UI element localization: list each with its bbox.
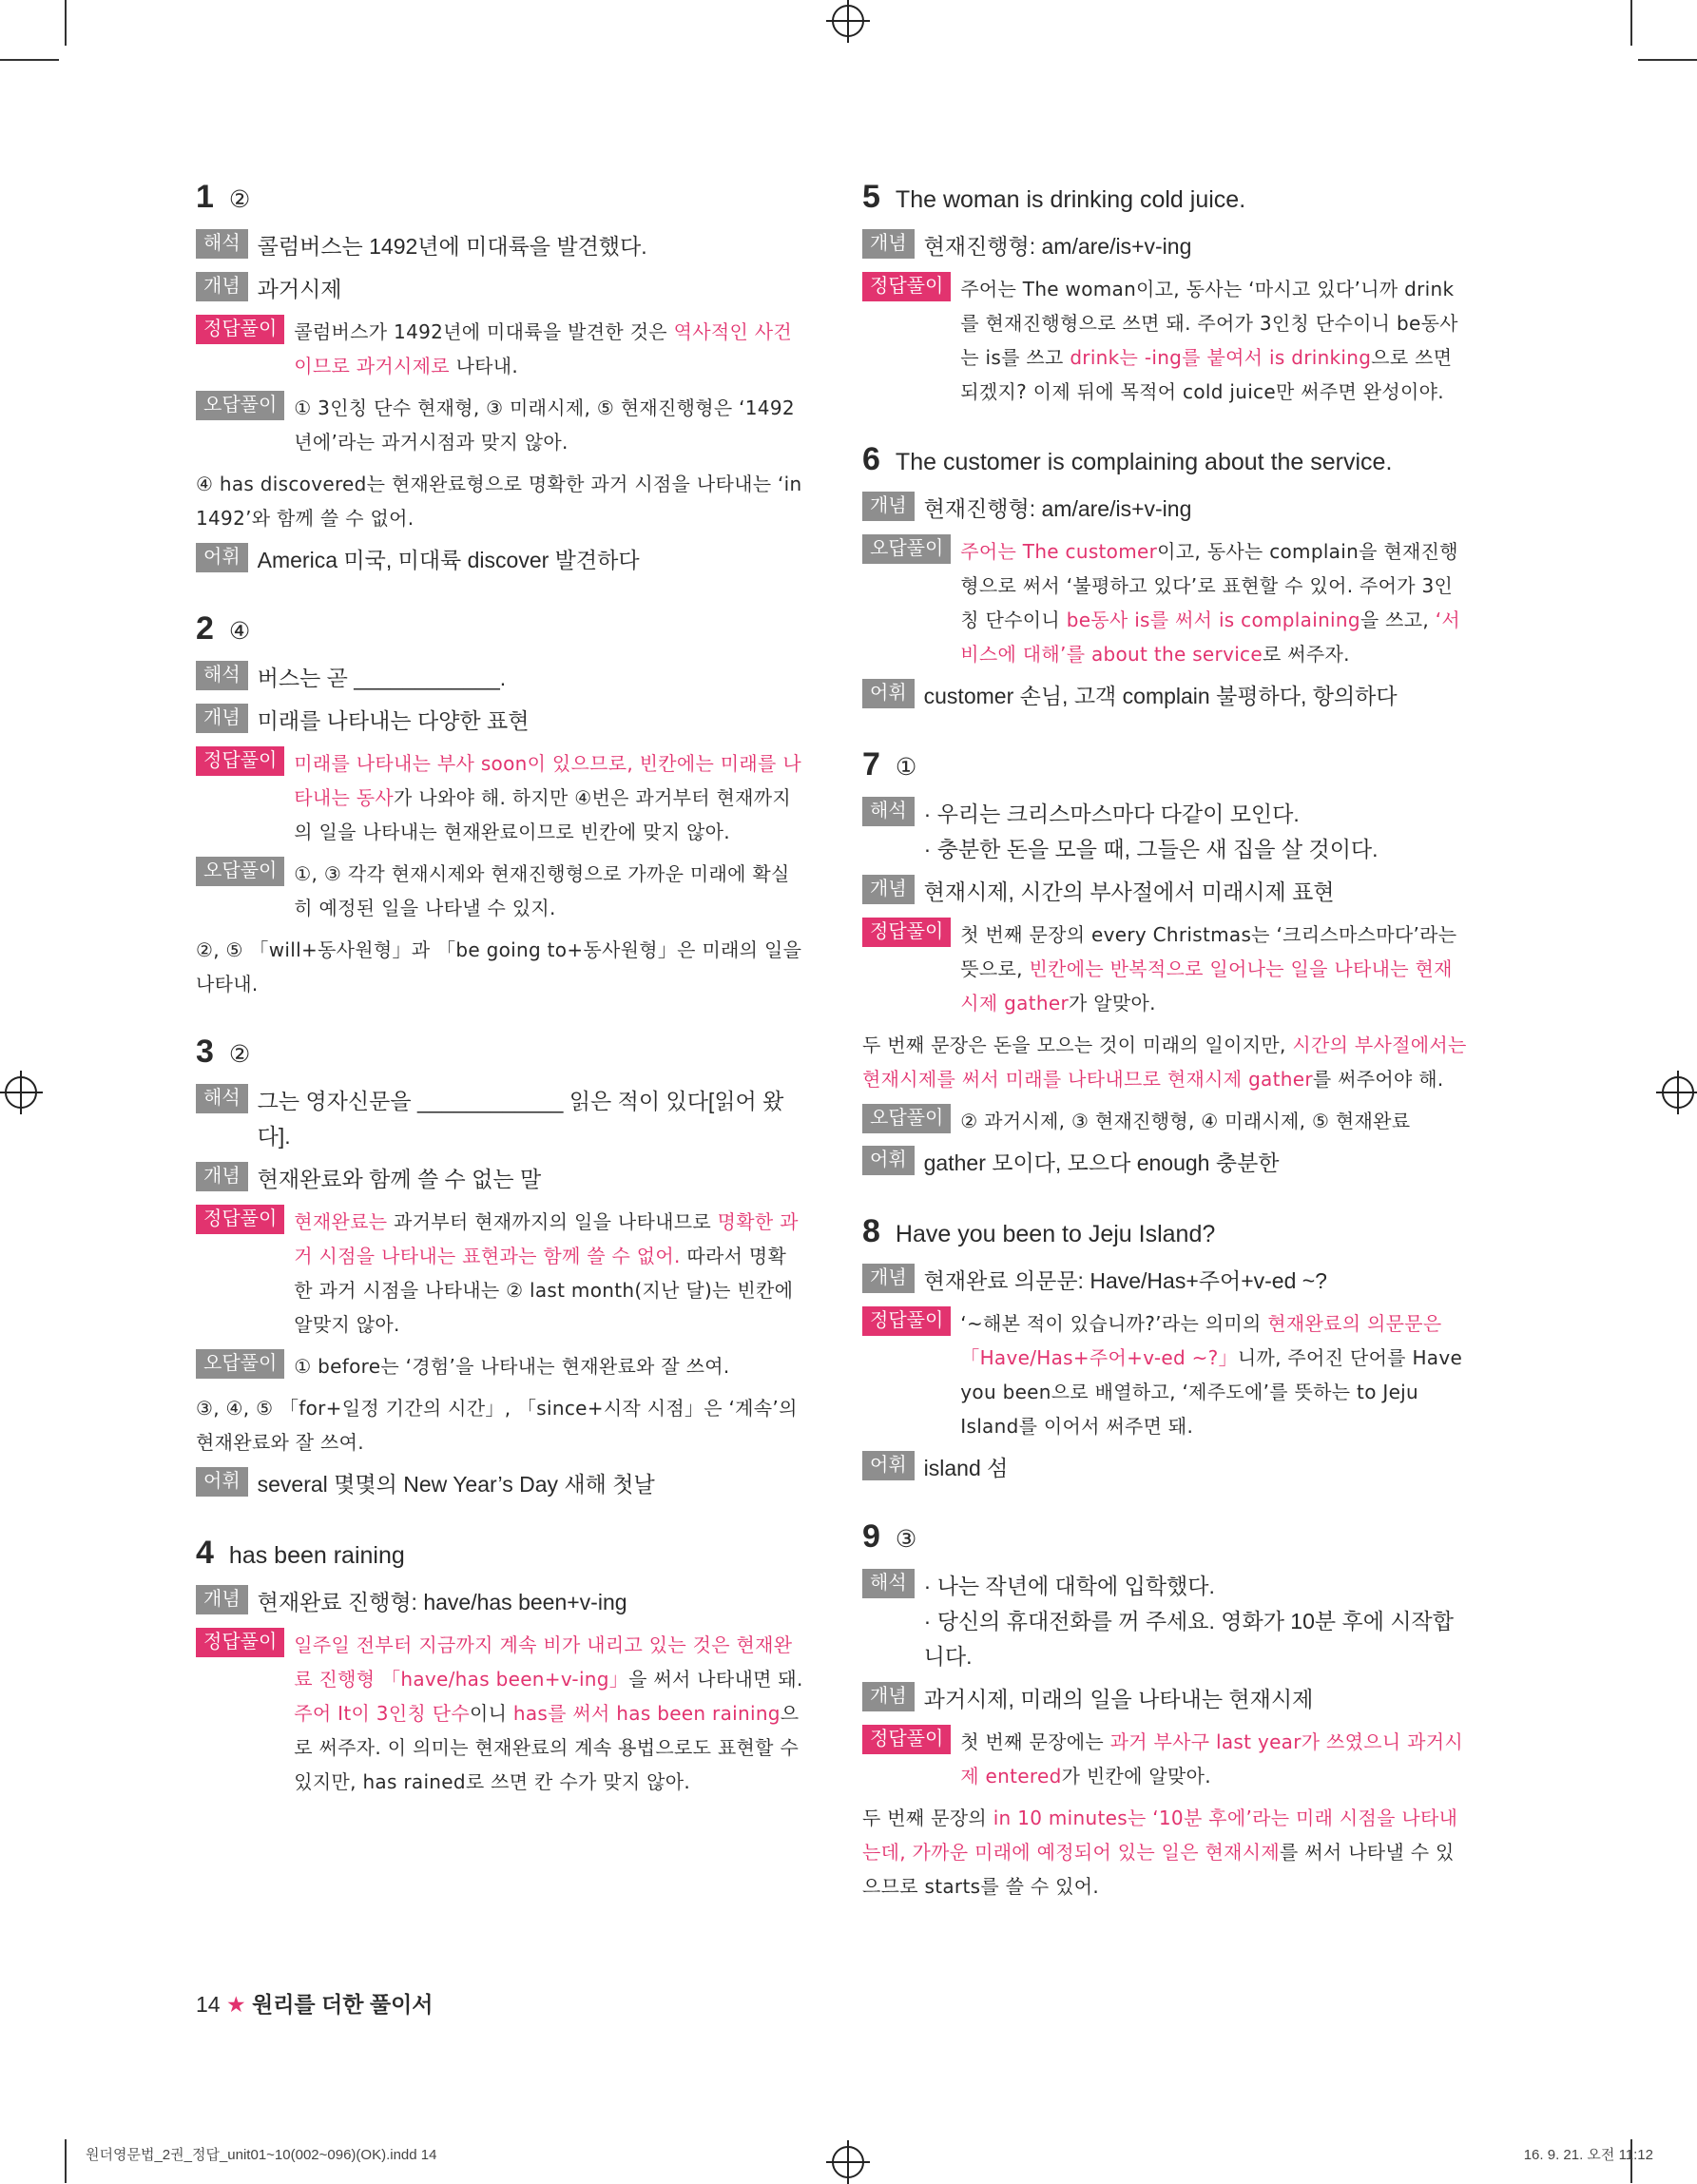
body-text: 가 빈칸에 알맞아. [1061, 1765, 1211, 1788]
print-slug-date: 16. 9. 21. 오전 11:12 [1523, 2147, 1653, 2163]
body-text: 으로 쓰면 되겠지? 이제 뒤에 목적어 cold juice만 써주면 완성이야. [960, 346, 1453, 403]
explanation-row [862, 1451, 1471, 1486]
row-text: 그는 영자신문을 ____________ 읽은 적이 있다[읽어 왔다]. [257, 1089, 784, 1149]
row-text: 과거시제, 미래의 일을 나타내는 현재시제 [923, 1687, 1314, 1711]
body-text: 주어는 The woman이고, 동사는 ‘마시고 있다’니까 drink를 현재진행형으로 쓰면 돼. 주어가 3인칭 단수이니 be동사는 is를 쓰고 [960, 278, 1458, 369]
label-tag: 해석 [196, 229, 248, 259]
explanation-row [862, 1264, 1471, 1299]
explanation-row [196, 272, 804, 307]
body-text: 를 써서 나타낼 수 있으므로 starts를 쓸 수 있어. [862, 1841, 1455, 1898]
row-text: customer 손님, 고객 complain 불평하다, 항의하다 [923, 684, 1398, 708]
explanation-row [196, 229, 804, 264]
explanation-row [862, 1104, 1471, 1138]
label-tag: 개념 [196, 1585, 248, 1614]
row-text [294, 391, 804, 459]
label-tag: 어휘 [196, 543, 248, 572]
question-header [196, 610, 804, 647]
body-text: 나타내. [449, 355, 519, 377]
label-tag: 개념 [196, 272, 248, 301]
explanation-row [196, 1349, 804, 1383]
label-tag: 개념 [862, 492, 915, 521]
explanation-row [862, 918, 1471, 1020]
label-tag: 정답풀이 [862, 272, 951, 301]
label-tag: 오답풀이 [862, 534, 951, 564]
explanation-row [862, 534, 1471, 671]
explanation-row [196, 746, 804, 849]
question-6 [862, 441, 1471, 714]
highlight-text: 역사적인 사건이므로 과거시제로 [294, 320, 792, 377]
label-tag: 오답풀이 [196, 1349, 284, 1379]
label-tag: 오답풀이 [196, 391, 284, 420]
question-header [196, 179, 804, 216]
highlight-text: 빈칸에는 반복적으로 일어나는 일을 나타내는 현재시제 gather [960, 957, 1453, 1015]
row-text [294, 857, 804, 925]
row-text: America 미국, 미대륙 discover 발견하다 [257, 548, 640, 572]
label-tag: 어휘 [862, 1146, 915, 1175]
explanation-row [862, 272, 1471, 409]
crop-mark [1630, 0, 1632, 46]
label-tag: 해석 [196, 1084, 248, 1113]
question-header [862, 746, 1471, 783]
label-tag: 정답풀이 [862, 918, 951, 947]
row-text [294, 1628, 804, 1799]
row-text: 현재완료 진행형: have/has been+v-ing [257, 1590, 627, 1614]
explanation-row [862, 229, 1471, 264]
label-tag: 정답풀이 [862, 1306, 951, 1336]
question-number: 1 [196, 179, 214, 215]
label-tag: 개념 [862, 1682, 915, 1711]
label-tag: 해석 [862, 797, 915, 826]
question-answer: ③ [895, 1526, 917, 1553]
explanation-row [862, 797, 1471, 867]
body-text: 가 나와야 해. 하지만 ④번은 과거부터 현재까지의 일을 나타내는 현재완료이므로 빈칸에 맞지 않아. [294, 786, 792, 843]
question-number: 5 [862, 179, 880, 215]
label-tag: 어휘 [196, 1467, 248, 1497]
highlight-text: 미래를 나타내는 부사 soon이 있으므로, 빈칸에는 미래를 나타내는 동사 [294, 752, 801, 809]
row-text [960, 918, 1471, 1020]
highlight-text: 주어 It이 3인칭 단수 [294, 1702, 470, 1725]
question-number: 4 [196, 1535, 214, 1571]
row-text [960, 272, 1471, 409]
question-2 [196, 610, 804, 1001]
body-text: 첫 번째 문장의 every Christmas는 ‘크리스마스마다’라는 뜻으로, [960, 923, 1457, 980]
label-tag: 오답풀이 [196, 857, 284, 886]
highlight-text: ‘서비스에 대해’를 about the service [960, 609, 1460, 666]
highlight-text: 현재완료는 [294, 1210, 388, 1233]
body-text: 니까, 주어진 단어를 Have you been으로 배열하고, ‘제주도에’를 뜻하는 to Jeju Island를 이어서 써주면 돼. [960, 1346, 1463, 1438]
row-text: island 섬 [923, 1456, 1009, 1480]
explanation-row [196, 1628, 804, 1799]
question-answer: Have you been to Jeju Island? [895, 1221, 1216, 1247]
row-text: 현재시제, 시간의 부사절에서 미래시제 표현 [923, 879, 1335, 904]
row-text: 과거시제 [257, 277, 342, 301]
label-tag: 개념 [862, 229, 915, 259]
question-1 [196, 179, 804, 578]
highlight-text: 현재완료의 의문문은 「Have/Has+주어+v-ed ~?」 [960, 1312, 1442, 1369]
highlight-text: drink는 -ing를 붙여서 is drinking [1070, 346, 1372, 369]
body-text: 가 알맞아. [1068, 992, 1156, 1015]
label-tag: 어휘 [862, 1451, 915, 1480]
row-text: 미래를 나타내는 다양한 표현 [257, 708, 530, 733]
question-number: 7 [862, 746, 880, 783]
question-number: 3 [196, 1034, 214, 1070]
label-tag: 정답풀이 [196, 315, 284, 344]
explanation-row [196, 661, 804, 696]
explanation-row [196, 1205, 804, 1342]
body-text: 콜럼버스가 1492년에 미대륙을 발견한 것은 [294, 320, 674, 343]
page-footer [196, 1987, 434, 2019]
bullet-line: · 당신의 휴대전화를 꺼 주세요. 영화가 10분 후에 시작합니다. [923, 1609, 1454, 1669]
bullet-line: · 우리는 크리스마스마다 다같이 모인다. [923, 802, 1300, 826]
extra-paragraph: ④ has discovered는 현재완료형으로 명확한 과거 시점을 나타내는 ‘in 1492’와 함께 쓸 수 없어. [196, 473, 802, 530]
explanation-row [862, 875, 1471, 910]
row-text [294, 315, 804, 383]
body-text: 두 번째 문장의 [862, 1807, 993, 1829]
row-text [960, 1306, 1471, 1443]
highlight-text: 시간의 부사절에서는 현재시제를 써서 미래를 나타내므로 현재시제 gather [862, 1034, 1467, 1091]
row-text [294, 746, 804, 849]
question-9 [862, 1518, 1471, 1904]
row-text: 콜럼버스는 1492년에 미대륙을 발견했다. [257, 234, 647, 259]
crop-mark [65, 2139, 67, 2183]
label-tag: 정답풀이 [196, 1628, 284, 1657]
question-4 [196, 1535, 804, 1799]
label-tag: 개념 [862, 1264, 915, 1293]
body-text: 이니 [469, 1702, 513, 1725]
label-tag: 정답풀이 [196, 1205, 284, 1234]
explanation-row [196, 704, 804, 739]
highlight-text: has를 써서 has been raining [512, 1702, 781, 1725]
explanation-row [196, 1585, 804, 1620]
row-text [960, 1104, 1410, 1138]
explanation-row [862, 1146, 1471, 1181]
question-answer: has been raining [228, 1542, 405, 1569]
label-tag: 정답풀이 [196, 746, 284, 776]
row-text: 현재완료 의문문: Have/Has+주어+v-ed ~? [923, 1268, 1327, 1293]
explanation-row [196, 543, 804, 578]
crop-mark [1638, 59, 1697, 61]
question-number: 9 [862, 1518, 880, 1555]
highlight-text: in 10 minutes는 ‘10분 후에’라는 미래 시점을 나타내는데, 가까운 미래에 예정되어 있는 일은 현재시제 [862, 1807, 1458, 1864]
question-8 [862, 1213, 1471, 1486]
explanation-row [196, 1084, 804, 1154]
explanation-row [862, 679, 1471, 714]
highlight-text: 명확한 과거 시점을 나타내는 표현과는 함께 쓸 수 없어. [294, 1210, 799, 1267]
crop-mark [0, 59, 59, 61]
explanation-row [862, 1725, 1471, 1793]
registration-mark-icon [1662, 1076, 1694, 1109]
page-number: 14 [196, 1992, 221, 2017]
question-answer: ② [228, 1041, 251, 1068]
question-answer: The customer is complaining about the service. [895, 449, 1393, 475]
body-text: 을 쓰고, [1360, 609, 1436, 631]
body-text: 두 번째 문장은 돈을 모으는 것이 미래의 일이지만, [862, 1034, 1293, 1056]
question-number: 8 [862, 1213, 880, 1249]
left-column [196, 179, 804, 1831]
row-text [924, 797, 1379, 867]
body-text: 을 써서 나타내면 돼. [628, 1668, 803, 1691]
question-number: 2 [196, 610, 214, 647]
question-number: 6 [862, 441, 880, 477]
body-text: 따라서 명확한 과거 시점을 나타내는 ② last month(지난 달)는 빈칸에 알맞지 않아. [294, 1245, 794, 1336]
crop-mark [65, 0, 67, 46]
book-title: 원리를 더한 풀이서 [252, 1992, 434, 2017]
explanation-row [196, 1162, 804, 1197]
explanation-row [862, 492, 1471, 527]
label-tag: 오답풀이 [862, 1104, 951, 1133]
extra-paragraph: ②, ⑤ 「will+동사원형」과 「be going to+동사원형」은 미래의 일을 나타내. [196, 938, 802, 995]
body-text: 로 써주자. [1262, 643, 1350, 666]
extra-paragraph: ③, ④, ⑤ 「for+일정 기간의 시간」, 「since+시작 시점」은 ‘계속’의 현재완료와 잘 쓰여. [196, 1397, 798, 1454]
body-text: 으로 써주자. 이 의미는 현재완료의 계속 용법으로도 표현할 수 있지만, has rained로 쓰면 칸 수가 맞지 않아. [294, 1702, 800, 1793]
label-tag: 개념 [862, 875, 915, 904]
question-answer: ② [228, 186, 251, 213]
highlight-text: 일주일 전부터 지금까지 계속 비가 내리고 있는 것은 현재완료 진행형 「have/has been+v-ing」 [294, 1633, 793, 1691]
row-text: 버스는 곧 ____________. [257, 666, 507, 690]
highlight-text: be동사 is를 써서 is complaining [1066, 609, 1360, 631]
body-text: 를 써주어야 해. [1312, 1068, 1444, 1091]
label-tag: 해석 [196, 661, 248, 690]
explanation-row [196, 315, 804, 383]
explanation-row [196, 391, 804, 459]
question-header [196, 1535, 804, 1572]
explanation-row [862, 1306, 1471, 1443]
explanation-row [862, 1569, 1471, 1674]
row-text [960, 1725, 1471, 1793]
explanation-row [196, 1467, 804, 1502]
explanation-row [862, 1682, 1471, 1717]
bullet-line: · 나는 작년에 대학에 입학했다. [923, 1574, 1215, 1598]
question-answer: ④ [228, 618, 251, 645]
body-text: 첫 번째 문장에는 [960, 1730, 1110, 1753]
highlight-text: 주어는 The customer [960, 540, 1158, 563]
row-text [294, 1205, 804, 1342]
label-tag: 정답풀이 [862, 1725, 951, 1754]
label-tag: 해석 [862, 1569, 915, 1598]
body-text: ①, ③ 각각 현재시제와 현재진행형으로 가까운 미래에 확실히 예정된 일을 나타낼 수 있지. [294, 862, 790, 919]
extra-paragraph [862, 1028, 1471, 1096]
body-text: 이고, 동사는 complain을 현재진행형으로 써서 ‘불평하고 있다’로 표현할 수 있어. 주어가 3인칭 단수이니 [960, 540, 1458, 631]
label-tag: 개념 [196, 1162, 248, 1191]
question-header [196, 1034, 804, 1071]
question-3 [196, 1034, 804, 1502]
body-text: 과거부터 현재까지의 일을 나타내므로 [387, 1210, 718, 1233]
row-text [960, 534, 1471, 671]
star-icon: ★ [225, 1992, 246, 2017]
row-text: several 몇몇의 New Year’s Day 새해 첫날 [257, 1472, 655, 1497]
registration-mark-icon [832, 5, 864, 37]
label-tag: 어휘 [862, 679, 915, 708]
question-answer: ① [895, 754, 917, 781]
registration-mark-icon [5, 1076, 37, 1109]
row-text: 현재완료와 함께 쓸 수 없는 말 [257, 1167, 542, 1191]
extra-paragraph [862, 1801, 1471, 1904]
row-text: gather 모이다, 모으다 enough 충분한 [923, 1150, 1280, 1175]
question-header [862, 179, 1471, 216]
right-column [862, 179, 1471, 1936]
question-7 [862, 746, 1471, 1181]
print-slug-file: 원더영문법_2권_정답_unit01~10(002~096)(OK).indd 14 [86, 2147, 437, 2163]
highlight-text: 과거 부사구 last year가 쓰였으니 과거시제 entered [960, 1730, 1464, 1788]
question-5 [862, 179, 1471, 409]
explanation-row [196, 857, 804, 925]
question-header [862, 441, 1471, 478]
row-text: 현재진행형: am/are/is+v-ing [923, 234, 1192, 259]
body-text: ① before는 ‘경험’을 나타내는 현재완료와 잘 쓰여. [294, 1355, 730, 1378]
body-text: ‘~해본 적이 있습니까?’라는 의미의 [960, 1312, 1268, 1335]
bullet-line: · 충분한 돈을 모을 때, 그들은 새 집을 살 것이다. [923, 837, 1379, 861]
question-header [862, 1518, 1471, 1556]
question-header [862, 1213, 1471, 1250]
body-text: ② 과거시제, ③ 현재진행형, ④ 미래시제, ⑤ 현재완료 [960, 1110, 1411, 1132]
row-text: 현재진행형: am/are/is+v-ing [923, 496, 1192, 521]
row-text [924, 1569, 1471, 1674]
label-tag: 개념 [196, 704, 248, 733]
question-answer: The woman is drinking cold juice. [895, 186, 1246, 213]
row-text [294, 1349, 729, 1383]
body-text: ① 3인칭 단수 현재형, ③ 미래시제, ⑤ 현재진행형은 ‘1492년에’라는 과거시점과 맞지 않아. [294, 396, 795, 454]
registration-mark-icon [832, 2146, 864, 2178]
